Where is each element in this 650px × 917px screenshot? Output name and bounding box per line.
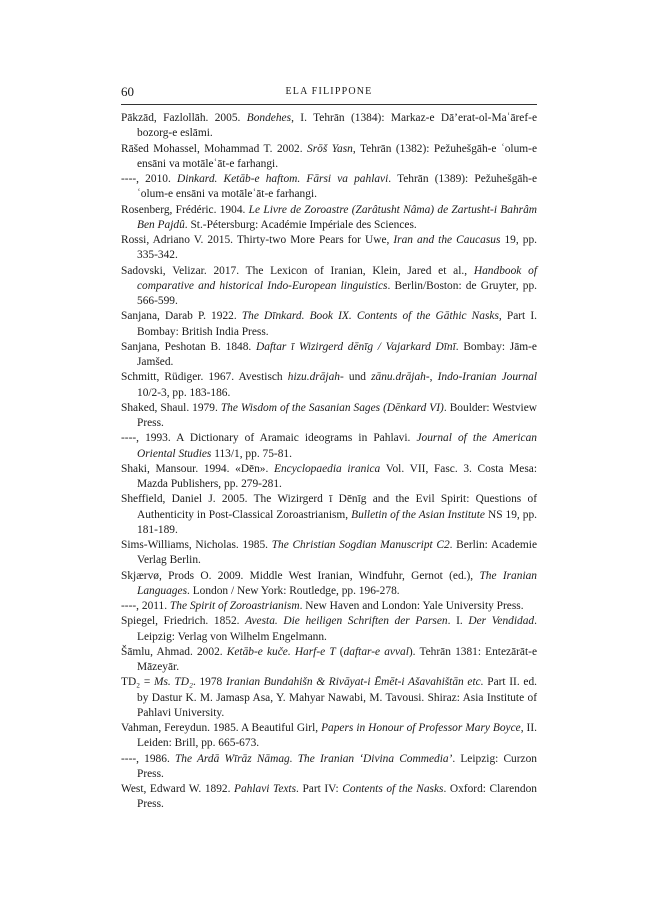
entry-text: NS 19, pp. 181-189.: [137, 508, 537, 536]
entry-text: 113/1, pp. 75-81.: [211, 447, 292, 460]
entry-title-italic: Dinkard. Ketāb-e haftom. Fārsi va pahlavi: [176, 173, 389, 185]
entry-text: . 1978: [192, 676, 226, 689]
entry-text: Shaki, Mansour. 1994. «Dēn».: [121, 462, 274, 475]
entry-title-italic: Iranian Bundahišn & Rivāyat-i Ēmēt-i Ašavahištān etc.: [225, 676, 484, 689]
entry-text: Shaked, Shaul. 1979.: [121, 401, 221, 414]
entry-text: Sanjana, Peshotan B. 1848.: [121, 340, 256, 353]
bibliography-entry: [121, 462, 537, 493]
entry-text: Rāšed Mohassel, Mohammad T. 2002.: [121, 142, 308, 155]
bibliography-entry: [121, 492, 537, 538]
bibliography-entry: [121, 111, 537, 142]
entry-title-italic: Bulletin of the Asian Institute: [351, 508, 485, 521]
entry-text: Rosenberg, Frédéric. 1904.: [121, 203, 249, 216]
entry-text: 10/2-3, pp. 183-186.: [137, 386, 231, 399]
entry-title-italic: Ketāb-e kuče. Harf-e T: [226, 645, 336, 658]
bibliography-entry: [121, 340, 537, 371]
entry-text: ----, 2011.: [121, 600, 170, 612]
entry-text: . Leipzig: Curzon Press.: [137, 752, 537, 780]
entry-text: Šāmlu, Ahmad. 2002.: [121, 645, 227, 658]
entry-title-italic: The Christian Sogdian Manuscript C2: [271, 539, 450, 551]
entry-title-italic: zānu.drājah-: [371, 371, 430, 384]
entry-text: . Leipzig: Verlag von Wilhelm Engelmann.: [137, 615, 537, 643]
bibliography-entry: [121, 264, 537, 310]
entry-text: ----, 1986.: [121, 752, 175, 765]
entry-text: , Tehrān (1382): Pežuhešgāh-e ʿolum-e ensāni va motāleʿāt-e farhangi.: [137, 142, 537, 170]
entry-text: Sims-Williams, Nicholas. 1985.: [121, 539, 272, 551]
entry-text: Pākzād, Fazlollāh. 2005.: [121, 112, 247, 124]
bibliography-entry: [121, 142, 537, 173]
entry-title-italic: Iran and the Caucasus: [393, 234, 501, 246]
entry-text: Vahman, Fereydun. 1985. A Beautiful Girl,: [121, 722, 322, 734]
entry-text: . Tehrān (1389): Pežuhešgāh-e ʿolum-e ensāni va motāleʿāt-e farhangi.: [137, 173, 537, 201]
entry-title-italic: The Spirit of Zoroastrianism: [169, 600, 300, 612]
entry-text: , II. Leiden: Brill, pp. 665-673.: [137, 722, 537, 750]
page-number: 60: [121, 84, 134, 99]
entry-title-italic: Encyclopaedia iranica: [274, 462, 381, 475]
entry-text: Part II. ed. by Dastur K. M. Jamasp Asa, Y. Mahyar Nawabi, M. Tavousi. Shiraz: Asia Institute of Pahlavi University.: [137, 676, 537, 719]
entry-title-italic: Papers in Honour of Professor Mary Boyce: [321, 722, 521, 734]
entry-text: Sadovski, Velizar. 2017. The Lexicon of Iranian, Klein, Jared et al.,: [121, 264, 474, 277]
entry-text: und: [343, 371, 372, 384]
entry-title-italic: Journal of the American Oriental Studies: [137, 432, 537, 460]
entry-text: Schmitt, Rüdiger. 1967. Avestisch: [121, 371, 288, 384]
bibliography-entry: [121, 538, 537, 569]
entry-title-italic: Daftar ī Wizirgerd dēnīg / Vajarkard Dīnī: [255, 340, 456, 353]
entry-text: ----, 2010.: [121, 173, 177, 185]
entry-text: (: [335, 645, 344, 658]
page-header: [121, 84, 537, 105]
bibliography-entry: [121, 401, 537, 432]
bibliography-entry: [121, 233, 537, 264]
bibliography-entry: [121, 370, 537, 401]
entry-title-italic: The Ardā Wīrāz Nāmag. The Iranian ‘Divina Commedia’: [174, 752, 453, 765]
entry-title-italic: The Wisdom of the Sasanian Sages (Dēnkard VI): [220, 401, 444, 414]
bibliography-entry: [121, 431, 537, 462]
entry-title-italic: Srōš Yasn: [307, 142, 353, 155]
bibliography-entry: [121, 309, 537, 340]
entry-title-italic: The Iranian Languages: [137, 569, 537, 597]
entry-title-italic: Avesta. Die heiligen Schriften der Parsen: [245, 615, 448, 628]
entry-title-italic: Le Livre de Zoroastre (Zarâtusht Nâma) de Zartusht-i Bahrâm Ben Pajdû: [137, 203, 538, 231]
entry-title-italic: Handbook of comparative and historical Indo-European linguistics: [137, 264, 537, 292]
entry-text: . Berlin/Boston: de Gruyter, pp. 566-599.: [137, 279, 537, 307]
entry-text: . I.: [447, 615, 469, 628]
entry-title-italic: hizu.drājah-: [287, 371, 344, 384]
entry-text: ,: [429, 371, 438, 384]
bibliography-entry: [121, 172, 537, 203]
entry-text: West, Edward W. 1892.: [121, 783, 235, 795]
entry-title-italic: Bondehes: [246, 112, 292, 124]
entry-text: Sheffield, Daniel J. 2005. The Wizirgerd ī Dēnīg and the Evil Spirit: Questions of Authenticity in Post-Classical Zoroastrianism,: [121, 493, 537, 521]
bibliography-entry: [121, 614, 537, 645]
entry-title-italic: Indo-Iranian Journal: [437, 371, 538, 384]
bibliography-entry: [121, 645, 537, 676]
entry-text: . Berlin: Academie Verlag Berlin.: [137, 539, 538, 567]
bibliography-entry: [121, 721, 537, 752]
bibliography-entry: [121, 752, 537, 783]
entry-text: TD₂ =: [121, 676, 154, 689]
entry-text: Part I. Bombay: British India Press.: [137, 310, 537, 338]
entry-text: Spiegel, Friedrich. 1852.: [121, 615, 246, 628]
entry-text: ----, 1993. A Dictionary of Aramaic ideograms in Pahlavi.: [121, 432, 417, 445]
entry-text: . Oxford: Clarendon Press.: [137, 783, 537, 811]
entry-text: Rossi, Adriano V. 2015. Thirty-two More Pears for Uwe,: [121, 234, 394, 246]
bibliography-entry: [121, 599, 537, 614]
bibliography-entry: [121, 203, 537, 234]
entry-title-italic: The Dīnkard. Book IX. Contents of the Gāthic Nasks,: [241, 310, 502, 323]
bibliography-entry: [121, 569, 537, 600]
entry-title-italic: Ms. TD₂: [153, 676, 193, 689]
entry-text: . London / New York: Routledge, pp. 196-278.: [187, 584, 400, 597]
entry-text: . Bombay: Jām-e Jamšed.: [137, 340, 537, 368]
entry-text: , I. Tehrān (1384): Markaz-e Dā’erat-ol-Maʿāref-e bozorg-e eslāmi.: [137, 112, 537, 140]
entry-text: Sanjana, Darab P. 1922.: [121, 310, 242, 323]
entry-text: . New Haven and London: Yale University Press.: [299, 600, 524, 612]
entry-text: . Part IV:: [296, 783, 343, 795]
entry-title-italic: daftar-e avval: [343, 645, 409, 658]
entry-text: Skjærvø, Prods O. 2009. Middle West Iranian, Windfuhr, Gernot (ed.),: [121, 569, 480, 582]
bibliography-entry: [121, 782, 537, 813]
entry-title-italic: Contents of the Nasks: [342, 783, 444, 795]
entry-title-italic: Pahlavi Texts: [234, 783, 297, 795]
entry-text: 19, pp. 335-342.: [137, 234, 537, 262]
entry-text: ). Tehrān 1381: Entezārāt-e Māzeyār.: [137, 645, 537, 673]
entry-text: Vol. VII, Fasc. 3. Costa Mesa: Mazda Publishers, pp. 279-281.: [137, 462, 537, 490]
entry-text: . St.-Pétersburg: Académie Impériale des Sciences.: [184, 218, 417, 231]
running-head: ELA FILIPPONE: [285, 86, 373, 97]
bibliography-entry: [121, 675, 537, 721]
entry-title-italic: Der Vendidad: [468, 615, 535, 628]
entry-text: . Boulder: Westview Press.: [137, 401, 537, 429]
bibliography-list: [121, 111, 537, 813]
